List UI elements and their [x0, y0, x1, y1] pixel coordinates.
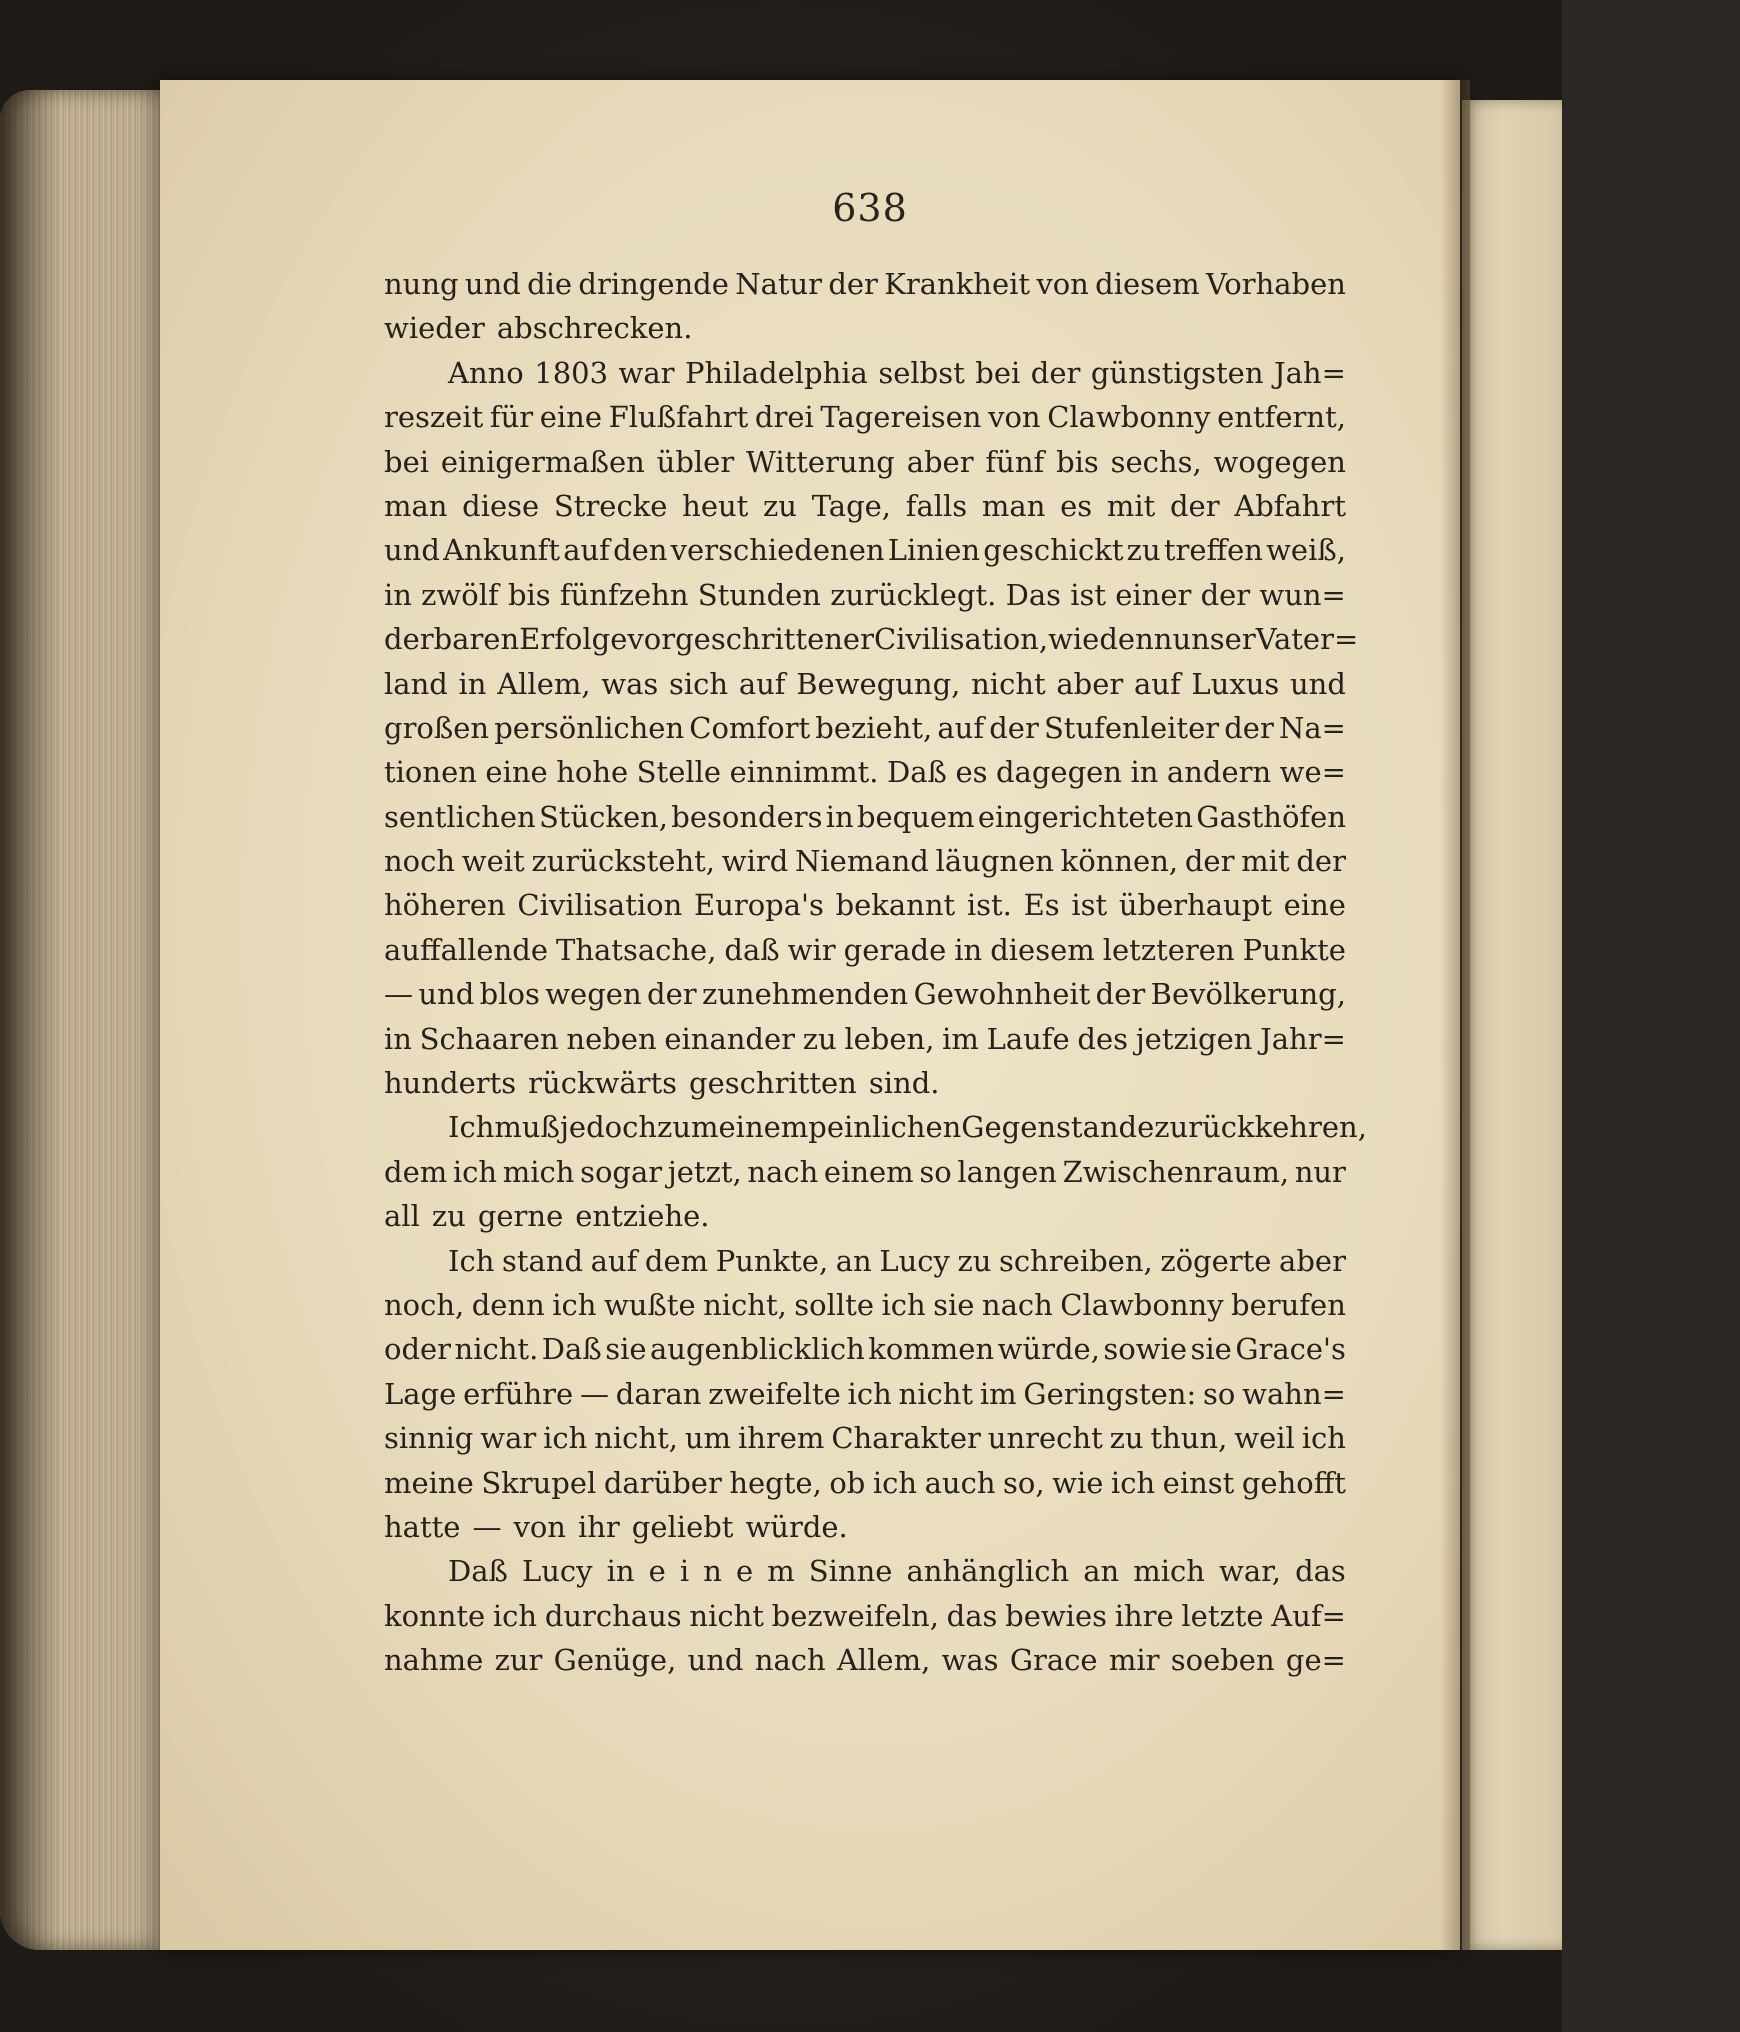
edge-shadow: [0, 90, 60, 1950]
text-line: Daß Lucy in e i n e m Sinne anhänglich an mich war, das: [448, 1554, 1346, 1589]
text-line: hunderts rückwärts geschritten sind.: [384, 1066, 940, 1101]
text-line: großen persönlichen Comfort bezieht, auf der Stufenleiter der Na=: [384, 710, 1346, 745]
text-line: nahme zur Genüge, und nach Allem, was Grace mir soeben ge=: [384, 1643, 1346, 1678]
page-gutter: [1440, 80, 1470, 1950]
text-line: Ich muß jedoch zu meinem peinlichen Gegenstande zurückkehren,: [448, 1110, 1367, 1145]
text-line: in zwölf bis fünfzehn Stunden zurücklegt. Das ist einer der wun=: [384, 577, 1346, 612]
text-line: nung und die dringende Natur der Krankheit von diesem Vorhaben: [384, 267, 1346, 301]
text-line: reszeit für eine Flußfahrt drei Tagereisen von Clawbonny entfernt,: [384, 400, 1346, 435]
text-line: Ich stand auf dem Punkte, an Lucy zu schreiben, zögerte aber: [448, 1243, 1346, 1278]
text-line: konnte ich durchaus nicht bezweifeln, das bewies ihre letzte Auf=: [384, 1598, 1346, 1633]
body-text: [384, 262, 1367, 1683]
text-line: all zu gerne entziehe.: [384, 1199, 710, 1234]
text-line: derbaren Erfolge vorgeschrittener Civilisation, wie denn unser Vater=: [384, 622, 1359, 657]
text-line: auffallende Thatsache, daß wir gerade in diesem letzteren Punkte: [384, 932, 1346, 967]
text-line: land in Allem, was sich auf Bewegung, nicht aber auf Luxus und: [384, 666, 1346, 701]
text-line: noch weit zurücksteht, wird Niemand läugnen können, der mit der: [384, 844, 1346, 879]
text-line: bei einigermaßen übler Witterung aber fünf bis sechs, wogegen: [384, 444, 1346, 479]
text-line: sinnig war ich nicht, um ihrem Charakter unrecht zu thun, weil ich: [384, 1421, 1346, 1456]
text-line: oder nicht. Daß sie augenblicklich kommen würde, sowie sie Grace's: [384, 1332, 1346, 1367]
text-line: man diese Strecke heut zu Tage, falls man es mit der Abfahrt: [384, 488, 1346, 523]
text-line: in Schaaren neben einander zu leben, im Laufe des jetzigen Jahr=: [384, 1021, 1346, 1056]
text-line: sentlichen Stücken, besonders in bequem eingerichteten Gasthöfen: [384, 799, 1346, 834]
text-line: tionen eine hohe Stelle einnimmt. Daß es dagegen in andern we=: [384, 755, 1346, 790]
text-line: dem ich mich sogar jetzt, nach einem so langen Zwischenraum, nur: [384, 1154, 1346, 1189]
page-number: 638: [832, 186, 908, 230]
text-line: — und blos wegen der zunehmenden Gewohnheit der Bevölkerung,: [384, 977, 1346, 1012]
text-line: Anno 1803 war Philadelphia selbst bei der günstigsten Jah=: [448, 355, 1346, 390]
text-line: höheren Civilisation Europa's bekannt ist. Es ist überhaupt eine: [384, 888, 1346, 923]
text-line: und Ankunft auf den verschiedenen Linien geschickt zu treffen weiß,: [384, 533, 1346, 568]
text-line: wieder abschrecken.: [384, 311, 693, 346]
text-line: Lage erführe — daran zweifelte ich nicht im Geringsten: so wahn=: [384, 1376, 1346, 1411]
facing-page: [1462, 100, 1562, 1950]
text-line: meine Skrupel darüber hegte, ob ich auch so, wie ich einst gehofft: [384, 1465, 1346, 1500]
text-line: hatte — von ihr geliebt würde.: [384, 1509, 848, 1544]
text-line: noch, denn ich wußte nicht, sollte ich sie nach Clawbonny berufen: [384, 1287, 1346, 1322]
